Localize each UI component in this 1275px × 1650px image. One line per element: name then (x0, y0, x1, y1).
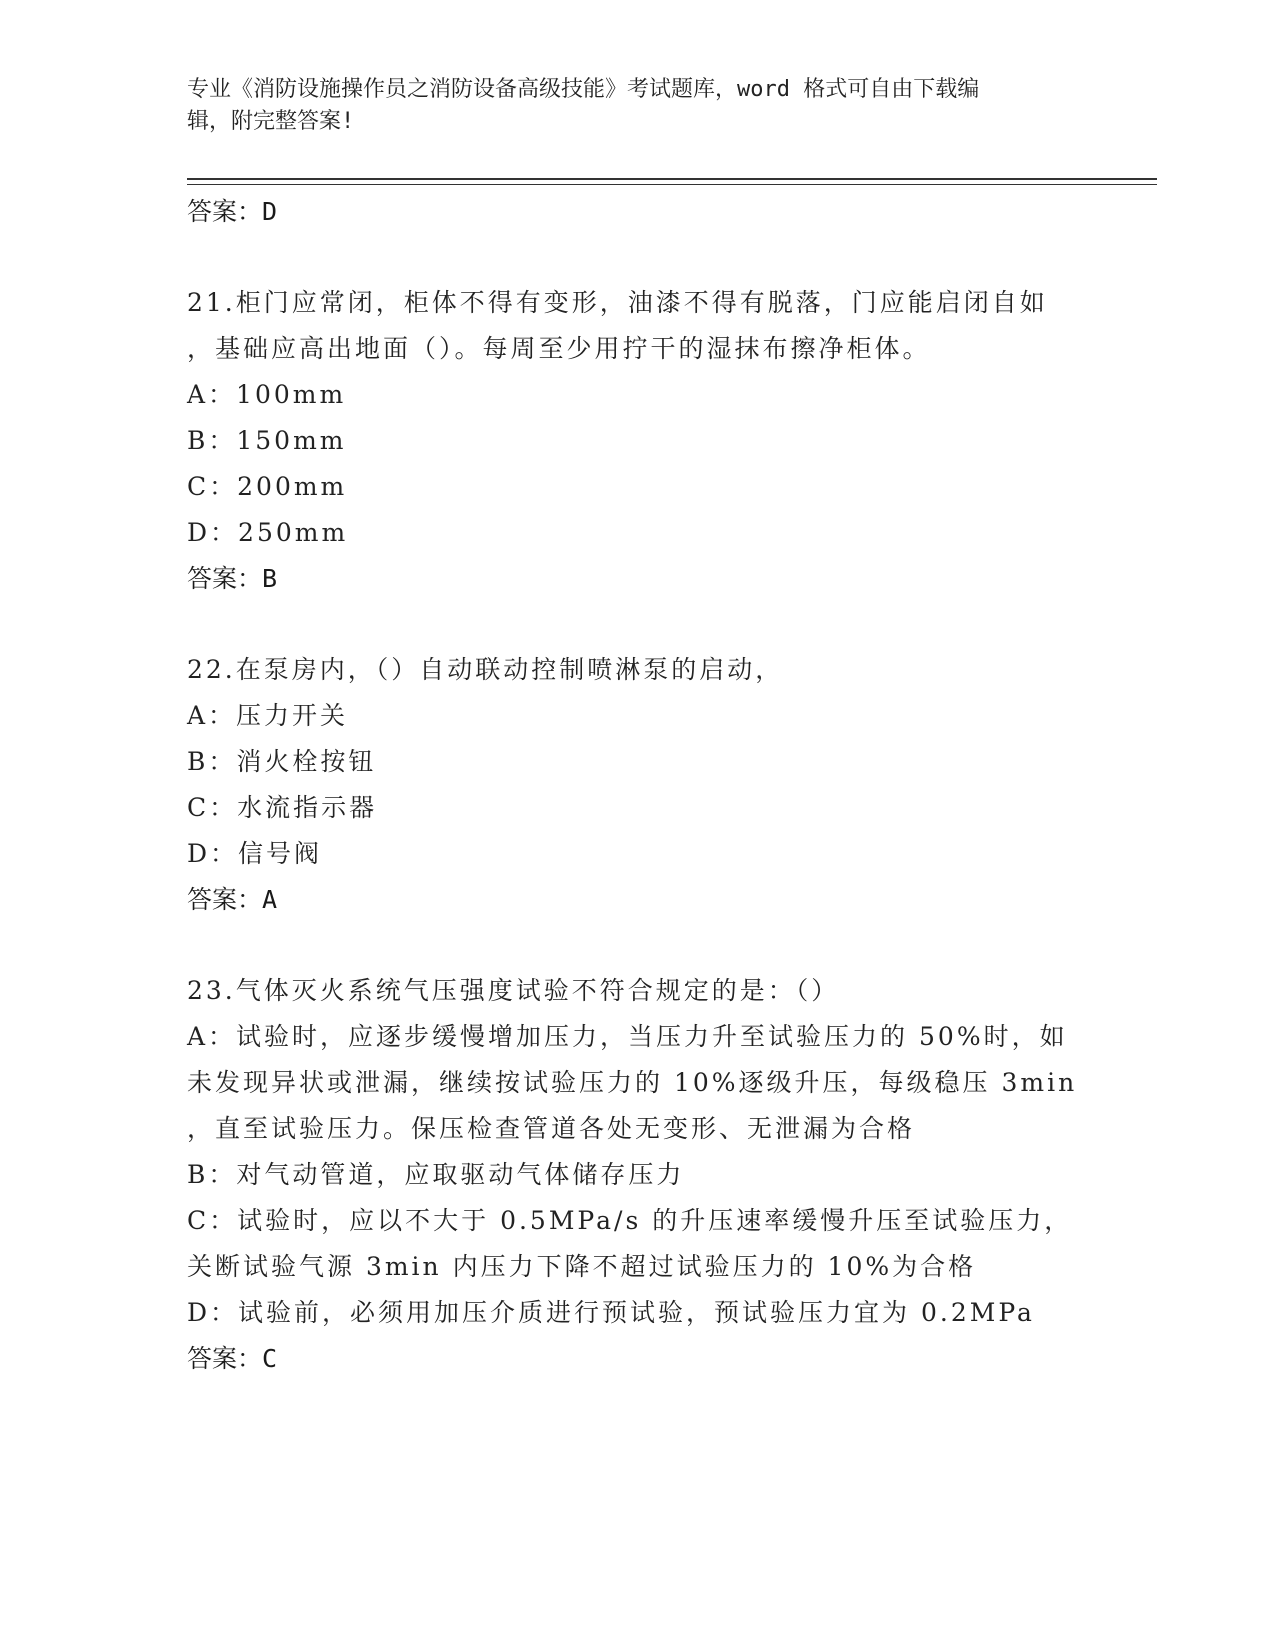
answer-q21: 答案：B (187, 564, 278, 593)
option-c: C：水流指示器 (187, 793, 378, 822)
question-text-line: 23.气体灭火系统气压强度试验不符合规定的是：（） (187, 976, 840, 1005)
header-line-1: 专业《消防设施操作员之消防设备高级技能》考试题库，word 格式可自由下载编 (187, 77, 980, 102)
document-body (187, 189, 1087, 1382)
spacer (187, 923, 1087, 968)
question-22 (187, 647, 1087, 923)
question-text-line: 21.柜门应常闭，柜体不得有变形，油漆不得有脱落，门应能启闭自如 (187, 288, 1048, 317)
spacer (187, 235, 1087, 280)
option-a: A：压力开关 (187, 701, 349, 730)
option-b: B：150mm (187, 426, 347, 455)
option-c-continued: 关断试验气源 3min 内压力下降不超过试验压力的 10%为合格 (187, 1252, 977, 1281)
question-text-line: ，基础应高出地面（）。每周至少用拧干的湿抹布擦净柜体。 (187, 334, 931, 363)
option-d: D：试验前，必须用加压介质进行预试验，预试验压力宜为 0.2MPa (187, 1298, 1035, 1327)
header-line-2: 辑，附完整答案! (187, 109, 355, 134)
option-b: B：消火栓按钮 (187, 747, 377, 776)
header-divider-thick (187, 178, 1157, 180)
answer-q22: 答案：A (187, 885, 278, 914)
option-c: C：200mm (187, 472, 348, 501)
option-a-continued: 未发现异状或泄漏，继续按试验压力的 10%逐级升压，每级稳压 3min (187, 1068, 1078, 1097)
spacer (187, 602, 1087, 647)
question-21 (187, 280, 1087, 602)
page-header (187, 74, 1067, 138)
option-a: A：100mm (187, 380, 347, 409)
question-text-line: 22.在泵房内，（）自动联动控制喷淋泵的启动， (187, 655, 784, 684)
option-b: B：对气动管道，应取驱动气体储存压力 (187, 1160, 685, 1189)
answer-previous: 答案：D (187, 197, 278, 226)
question-23 (187, 968, 1087, 1382)
option-d: D：250mm (187, 518, 349, 547)
header-divider-thin (187, 184, 1157, 185)
option-a: A：试验时，应逐步缓慢增加压力，当压力升至试验压力的 50%时，如 (187, 1022, 1068, 1051)
option-a-continued: ，直至试验压力。保压检查管道各处无变形、无泄漏为合格 (187, 1114, 916, 1143)
answer-q23: 答案：C (187, 1344, 278, 1373)
option-d: D：信号阀 (187, 839, 323, 868)
option-c: C：试验时，应以不大于 0.5MPa/s 的升压速率缓慢升压至试验压力， (187, 1206, 1073, 1235)
